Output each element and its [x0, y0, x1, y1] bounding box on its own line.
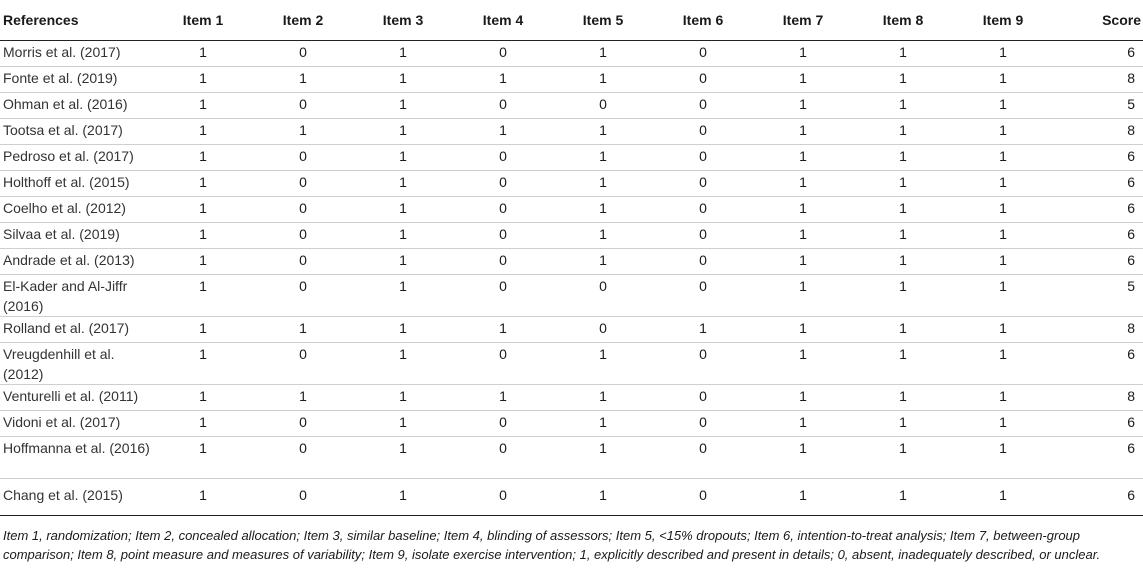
item-4-cell: 0 [453, 437, 553, 479]
item-6-cell: 1 [653, 317, 753, 343]
table-row [0, 479, 1143, 516]
header-item-9: Item 9 [953, 0, 1053, 41]
item-3-cell: 1 [353, 223, 453, 249]
item-9-cell: 1 [953, 437, 1053, 479]
item-2-cell: 0 [253, 171, 353, 197]
item-4-cell: 0 [453, 249, 553, 275]
item-8-cell: 1 [853, 249, 953, 275]
item-5-cell: 0 [553, 275, 653, 317]
item-9-cell: 1 [953, 249, 1053, 275]
item-1-cell: 1 [153, 343, 253, 385]
item-8-cell: 1 [853, 437, 953, 479]
item-9-cell: 1 [953, 223, 1053, 249]
item-3-cell: 1 [353, 119, 453, 145]
item-5-cell: 1 [553, 145, 653, 171]
reference-cell: Rolland et al. (2017) [0, 317, 153, 343]
item-1-cell: 1 [153, 479, 253, 516]
item-3-cell: 1 [353, 145, 453, 171]
item-6-cell: 0 [653, 275, 753, 317]
item-2-cell: 0 [253, 223, 353, 249]
reference-cell: Venturelli et al. (2011) [0, 385, 153, 411]
item-9-cell: 1 [953, 411, 1053, 437]
item-6-cell: 0 [653, 119, 753, 145]
item-8-cell: 1 [853, 197, 953, 223]
item-2-cell: 1 [253, 67, 353, 93]
item-4-cell: 0 [453, 93, 553, 119]
item-2-cell: 0 [253, 343, 353, 385]
score-cell: 6 [1053, 249, 1143, 275]
item-5-cell: 0 [553, 93, 653, 119]
item-4-cell: 1 [453, 119, 553, 145]
item-3-cell: 1 [353, 317, 453, 343]
item-4-cell: 0 [453, 343, 553, 385]
item-5-cell: 1 [553, 41, 653, 67]
item-2-cell: 0 [253, 437, 353, 479]
item-8-cell: 1 [853, 171, 953, 197]
item-3-cell: 1 [353, 249, 453, 275]
item-5-cell: 1 [553, 437, 653, 479]
table-row [0, 437, 1143, 479]
item-7-cell: 1 [753, 275, 853, 317]
header-references: References [0, 0, 153, 41]
table-row [0, 343, 1143, 385]
header-item-5: Item 5 [553, 0, 653, 41]
item-9-cell: 1 [953, 317, 1053, 343]
score-cell: 8 [1053, 317, 1143, 343]
item-2-cell: 0 [253, 93, 353, 119]
item-8-cell: 1 [853, 343, 953, 385]
item-7-cell: 1 [753, 343, 853, 385]
item-5-cell: 1 [553, 67, 653, 93]
item-5-cell: 1 [553, 343, 653, 385]
table-row [0, 145, 1143, 171]
item-8-cell: 1 [853, 93, 953, 119]
item-4-cell: 0 [453, 197, 553, 223]
table-row [0, 249, 1143, 275]
item-5-cell: 1 [553, 479, 653, 516]
item-2-cell: 0 [253, 275, 353, 317]
item-6-cell: 0 [653, 41, 753, 67]
table-row [0, 119, 1143, 145]
item-7-cell: 1 [753, 317, 853, 343]
table-row [0, 171, 1143, 197]
header-item-2: Item 2 [253, 0, 353, 41]
item-9-cell: 1 [953, 41, 1053, 67]
item-7-cell: 1 [753, 437, 853, 479]
header-row [0, 0, 1143, 41]
item-7-cell: 1 [753, 93, 853, 119]
item-6-cell: 0 [653, 249, 753, 275]
item-6-cell: 0 [653, 223, 753, 249]
score-cell: 8 [1053, 67, 1143, 93]
reference-cell: Holthoff et al. (2015) [0, 171, 153, 197]
reference-cell: Coelho et al. (2012) [0, 197, 153, 223]
item-9-cell: 1 [953, 119, 1053, 145]
item-1-cell: 1 [153, 171, 253, 197]
item-1-cell: 1 [153, 145, 253, 171]
item-1-cell: 1 [153, 197, 253, 223]
score-cell: 5 [1053, 275, 1143, 317]
item-4-cell: 1 [453, 67, 553, 93]
item-2-cell: 0 [253, 41, 353, 67]
item-4-cell: 1 [453, 385, 553, 411]
reference-cell: Vreugdenhill et al. (2012) [0, 343, 153, 385]
item-7-cell: 1 [753, 411, 853, 437]
item-3-cell: 1 [353, 385, 453, 411]
item-2-cell: 1 [253, 385, 353, 411]
item-5-cell: 1 [553, 385, 653, 411]
item-5-cell: 1 [553, 249, 653, 275]
table-row [0, 41, 1143, 67]
score-cell: 6 [1053, 171, 1143, 197]
item-1-cell: 1 [153, 67, 253, 93]
item-1-cell: 1 [153, 223, 253, 249]
reference-cell: Pedroso et al. (2017) [0, 145, 153, 171]
item-6-cell: 0 [653, 93, 753, 119]
reference-cell: Ohman et al. (2016) [0, 93, 153, 119]
item-7-cell: 1 [753, 41, 853, 67]
header-item-6: Item 6 [653, 0, 753, 41]
item-1-cell: 1 [153, 411, 253, 437]
item-3-cell: 1 [353, 479, 453, 516]
item-4-cell: 1 [453, 317, 553, 343]
item-2-cell: 1 [253, 317, 353, 343]
reference-cell: Chang et al. (2015) [0, 479, 153, 516]
reference-cell: Fonte et al. (2019) [0, 67, 153, 93]
item-6-cell: 0 [653, 343, 753, 385]
reference-cell: Morris et al. (2017) [0, 41, 153, 67]
item-6-cell: 0 [653, 479, 753, 516]
item-6-cell: 0 [653, 67, 753, 93]
item-2-cell: 0 [253, 145, 353, 171]
reference-cell: Hoffmanna et al. (2016) [0, 437, 153, 479]
item-3-cell: 1 [353, 41, 453, 67]
item-7-cell: 1 [753, 223, 853, 249]
item-7-cell: 1 [753, 145, 853, 171]
item-3-cell: 1 [353, 343, 453, 385]
item-4-cell: 0 [453, 41, 553, 67]
item-5-cell: 1 [553, 223, 653, 249]
header-item-7: Item 7 [753, 0, 853, 41]
table-body [0, 41, 1143, 516]
item-2-cell: 0 [253, 411, 353, 437]
score-cell: 6 [1053, 437, 1143, 479]
score-cell: 8 [1053, 119, 1143, 145]
score-cell: 6 [1053, 197, 1143, 223]
item-6-cell: 0 [653, 411, 753, 437]
item-7-cell: 1 [753, 385, 853, 411]
item-6-cell: 0 [653, 197, 753, 223]
reference-cell: Andrade et al. (2013) [0, 249, 153, 275]
score-cell: 6 [1053, 411, 1143, 437]
item-2-cell: 0 [253, 479, 353, 516]
item-3-cell: 1 [353, 67, 453, 93]
item-5-cell: 1 [553, 171, 653, 197]
header-score: Score [1053, 0, 1143, 41]
item-3-cell: 1 [353, 411, 453, 437]
item-3-cell: 1 [353, 197, 453, 223]
item-9-cell: 1 [953, 275, 1053, 317]
table-row [0, 411, 1143, 437]
item-3-cell: 1 [353, 437, 453, 479]
item-8-cell: 1 [853, 385, 953, 411]
item-8-cell: 1 [853, 411, 953, 437]
item-9-cell: 1 [953, 385, 1053, 411]
table-row [0, 93, 1143, 119]
table-row [0, 385, 1143, 411]
item-9-cell: 1 [953, 67, 1053, 93]
item-1-cell: 1 [153, 385, 253, 411]
item-8-cell: 1 [853, 67, 953, 93]
table-row [0, 317, 1143, 343]
item-8-cell: 1 [853, 145, 953, 171]
reference-cell: El-Kader and Al-Jiffr (2016) [0, 275, 153, 317]
item-6-cell: 0 [653, 385, 753, 411]
item-4-cell: 0 [453, 171, 553, 197]
item-6-cell: 0 [653, 145, 753, 171]
item-2-cell: 0 [253, 197, 353, 223]
item-9-cell: 1 [953, 171, 1053, 197]
item-3-cell: 1 [353, 93, 453, 119]
item-8-cell: 1 [853, 41, 953, 67]
table-footnote: Item 1, randomization; Item 2, concealed allocation; Item 3, similar baseline; Item 4, blinding of assessors; Item 5, <15% dropouts; Item 6, intention-to-treat analysis; Item 7, between-group comparison; Item 8, point measure and measures of variability; Item 9, isolate exercise intervention; 1, explicitly described and present in details; 0, absent, inadequately described, or unclear. [3, 528, 1101, 562]
item-5-cell: 1 [553, 411, 653, 437]
item-4-cell: 0 [453, 411, 553, 437]
item-2-cell: 1 [253, 119, 353, 145]
item-1-cell: 1 [153, 275, 253, 317]
item-8-cell: 1 [853, 119, 953, 145]
item-9-cell: 1 [953, 145, 1053, 171]
item-1-cell: 1 [153, 41, 253, 67]
item-4-cell: 0 [453, 275, 553, 317]
item-9-cell: 1 [953, 93, 1053, 119]
score-cell: 6 [1053, 41, 1143, 67]
item-3-cell: 1 [353, 275, 453, 317]
header-item-3: Item 3 [353, 0, 453, 41]
header-item-8: Item 8 [853, 0, 953, 41]
item-9-cell: 1 [953, 479, 1053, 516]
table-header [0, 0, 1143, 41]
table-row [0, 223, 1143, 249]
item-4-cell: 0 [453, 145, 553, 171]
item-6-cell: 0 [653, 437, 753, 479]
table-row [0, 275, 1143, 317]
item-8-cell: 1 [853, 275, 953, 317]
score-cell: 6 [1053, 223, 1143, 249]
item-8-cell: 1 [853, 479, 953, 516]
item-8-cell: 1 [853, 223, 953, 249]
item-1-cell: 1 [153, 249, 253, 275]
item-5-cell: 1 [553, 119, 653, 145]
score-cell: 6 [1053, 145, 1143, 171]
item-6-cell: 0 [653, 171, 753, 197]
score-cell: 8 [1053, 385, 1143, 411]
table-row [0, 67, 1143, 93]
item-5-cell: 1 [553, 197, 653, 223]
item-4-cell: 0 [453, 479, 553, 516]
reference-cell: Silvaa et al. (2019) [0, 223, 153, 249]
item-1-cell: 1 [153, 437, 253, 479]
header-item-4: Item 4 [453, 0, 553, 41]
header-item-1: Item 1 [153, 0, 253, 41]
score-cell: 6 [1053, 479, 1143, 516]
table-row [0, 197, 1143, 223]
item-1-cell: 1 [153, 317, 253, 343]
item-7-cell: 1 [753, 119, 853, 145]
item-1-cell: 1 [153, 93, 253, 119]
item-7-cell: 1 [753, 479, 853, 516]
item-3-cell: 1 [353, 171, 453, 197]
item-9-cell: 1 [953, 343, 1053, 385]
item-1-cell: 1 [153, 119, 253, 145]
item-7-cell: 1 [753, 197, 853, 223]
item-4-cell: 0 [453, 223, 553, 249]
reference-cell: Tootsa et al. (2017) [0, 119, 153, 145]
score-cell: 5 [1053, 93, 1143, 119]
item-7-cell: 1 [753, 67, 853, 93]
item-9-cell: 1 [953, 197, 1053, 223]
item-2-cell: 0 [253, 249, 353, 275]
item-5-cell: 0 [553, 317, 653, 343]
reference-cell: Vidoni et al. (2017) [0, 411, 153, 437]
item-7-cell: 1 [753, 249, 853, 275]
item-7-cell: 1 [753, 171, 853, 197]
item-8-cell: 1 [853, 317, 953, 343]
score-cell: 6 [1053, 343, 1143, 385]
